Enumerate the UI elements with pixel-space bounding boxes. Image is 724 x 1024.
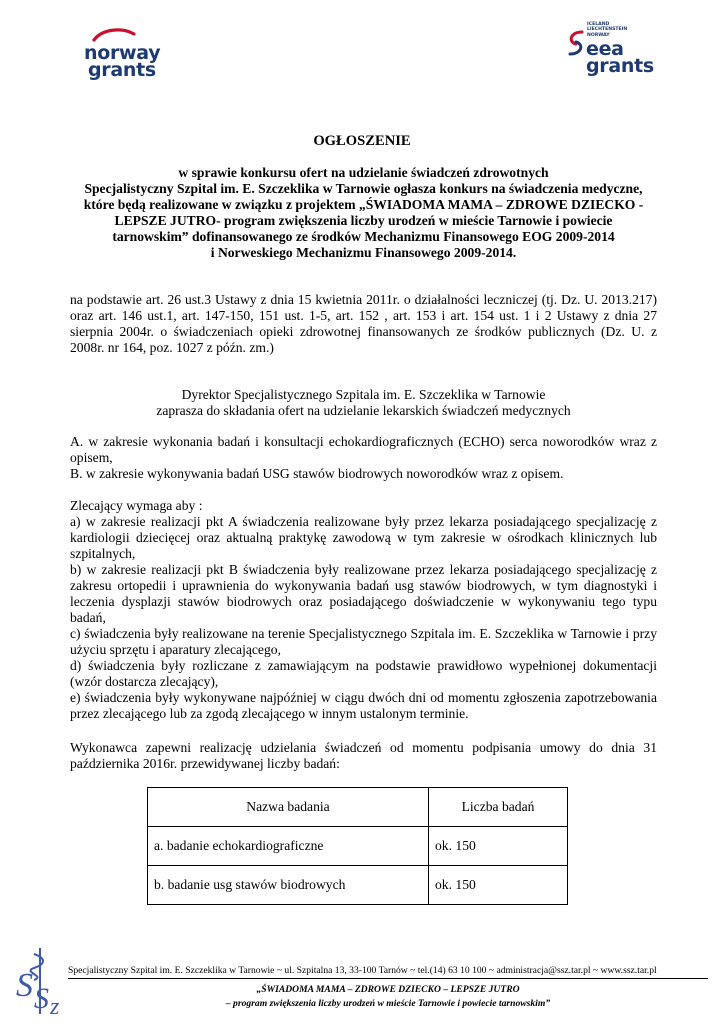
hospital-logo (12, 944, 68, 1018)
eea-logo-line2: grants (586, 55, 654, 77)
subject-line: tarnowskim” dofinansowanego ze środków Mechanizmu Finansowego EOG 2009-2014 (112, 229, 615, 244)
subject-line: w sprawie konkursu ofert na udzielanie świadczeń zdrowotnych (178, 165, 549, 180)
table-cell: ok. 150 (429, 866, 568, 905)
eea-country: NORWAY (587, 32, 610, 38)
table-row (148, 866, 568, 905)
norway-logo-line2: grants (88, 59, 156, 81)
table-cell: b. badanie usg stawów biodrowych (148, 866, 429, 905)
director-line: zaprasza do składania ofert na udzielanie lekarskich świadczeń medycznych (156, 403, 571, 418)
contractor-paragraph (70, 740, 657, 772)
eea-country: ICELAND (587, 22, 610, 27)
contractor-text: Wykonawca zapewni realizację udzielania świadczeń od momentu podpisania umowy do dnia 31 października 2016r. przewidywanej liczby badań: (70, 740, 657, 771)
table-cell: ok. 150 (429, 827, 568, 866)
document-title: OGŁOSZENIE (313, 133, 411, 149)
subject-line: Specjalistyczny Szpital im. E. Szczeklika w Tarnowie ogłasza konkurs na świadczenia medyczne, (84, 181, 643, 196)
norway-logo-line1: norway (84, 42, 161, 64)
table-cell: a. badanie echokardiograficzne (148, 827, 429, 866)
requirement-item: c) świadczenia były realizowane na terenie Specjalistycznego Szpitala im. E. Szczeklika w Tarnowie i przy użyciu sprzętu i aparatury zlecającego, (70, 626, 657, 657)
eea-swirl-icon (566, 28, 586, 58)
eea-countries-list (587, 22, 647, 38)
norway-swoosh-icon (92, 28, 136, 42)
requirements-heading: Zlecający wymaga aby : (70, 498, 203, 513)
director-invitation (70, 387, 657, 419)
table-header-cell: Liczba badań (429, 788, 568, 827)
hospital-caduceus-icon (12, 944, 68, 1018)
requirement-item: b) w zakresie realizacji pkt B świadczenia były realizowane przez lekarza posiadającego specjalizację z zakresu ortopedii i uprawnienia do wykonywania badań usg stawów biodrowych, w tym diagnostyki i leczenia dysplazji stawów biodrowych oraz posiadającego doświadczenie w wykonywaniu tego typu badań, (70, 562, 657, 625)
subject-line: które będą realizowane w związku z projektem „ŚWIADOMA MAMA – ZDROWE DZIECKO - (83, 197, 644, 212)
footer-project-line: – program zwiększenia liczby urodzeń w mieście Tarnowie i powiecie tarnowskim” (225, 998, 551, 1009)
eea-grants-logo (562, 22, 672, 82)
requirement-item: e) świadczenia były wykonywane najpóźniej w ciągu dwóch dni od momentu zgłoszenia zapotrzebowania przez zlecającego lub za zgodą zlecającego w innym ustalonym terminie. (70, 690, 657, 721)
table-header-cell: Nazwa badania (148, 788, 429, 827)
footer-divider (68, 978, 708, 979)
eea-logo-line1: eea (586, 38, 624, 60)
eea-country: LIECHTENSTEIN (587, 27, 628, 33)
scope-list (70, 434, 657, 482)
director-line: Dyrektor Specjalistycznego Szpitala im. E. Szczeklika w Tarnowie (181, 387, 546, 402)
legal-basis-paragraph (70, 292, 657, 356)
subject-line: i Norweskiego Mechanizmu Finansowego 2009-2014. (210, 245, 517, 260)
norway-grants-logo (78, 28, 168, 84)
document-subject (70, 165, 657, 261)
svg-text:S: S (16, 967, 33, 1004)
footer-project-line: „ŚWIADOMA MAMA – ZDROWE DZIECKO – LEPSZE JUTRO (256, 984, 520, 995)
svg-text:S: S (34, 982, 49, 1015)
subject-line: LEPSZE JUTRO- program zwiększenia liczby urodzeń w mieście Tarnowie i powiecie (114, 213, 613, 228)
requirements-section (70, 498, 657, 722)
scope-item: A. w zakresie wykonania badań i konsultacji echokardiograficznych (ECHO) serca noworodków wraz z opisem, (70, 434, 657, 465)
svg-text:z: z (50, 994, 60, 1018)
requirement-item: a) w zakresie realizacji pkt A świadczenia realizowane były przez lekarza posiadającego specjalizację z kardiologii dziecięcej oraz aktualną praktykę zawodową w tym zakresie w ośrodkach klinicznych lub szpitalnych, (70, 514, 657, 561)
footer-address: Specjalistyczny Szpital im. E. Szczeklika w Tarnowie ~ ul. Szpitalna 13, 33-100 Tarnów ~ tel.(14) 63 10 100 ~ administracja@ssz.tar.pl ~ www.ssz.tar.pl (68, 965, 657, 976)
examinations-table (147, 787, 568, 905)
table-header-row (148, 788, 568, 827)
legal-basis-text: na podstawie art. 26 ust.3 Ustawy z dnia 15 kwietnia 2011r. o działalności leczniczej (tj. Dz. U. 2013.217) oraz art. 146 ust.1, art. 147-150, 151 ust. 1-5, art. 152 , art. 153 i art. 154 ust. 1 i 2 Ustawy z dnia 27 sierpnia 2004r. o świadczeniach opieki zdrowotnej finansowanych ze środków publicznych (Dz. U. z 2008r. nr 164, poz. 1027 z późn. zm.) (70, 292, 657, 355)
table-row (148, 827, 568, 866)
scope-item: B. w zakresie wykonywania badań USG stawów biodrowych noworodków wraz z opisem. (70, 466, 564, 481)
requirement-item: d) świadczenia były rozliczane z zamawiającym na podstawie prawidłowo wypełnionej dokumentacji (wzór dostarcza zlecający), (70, 658, 657, 689)
